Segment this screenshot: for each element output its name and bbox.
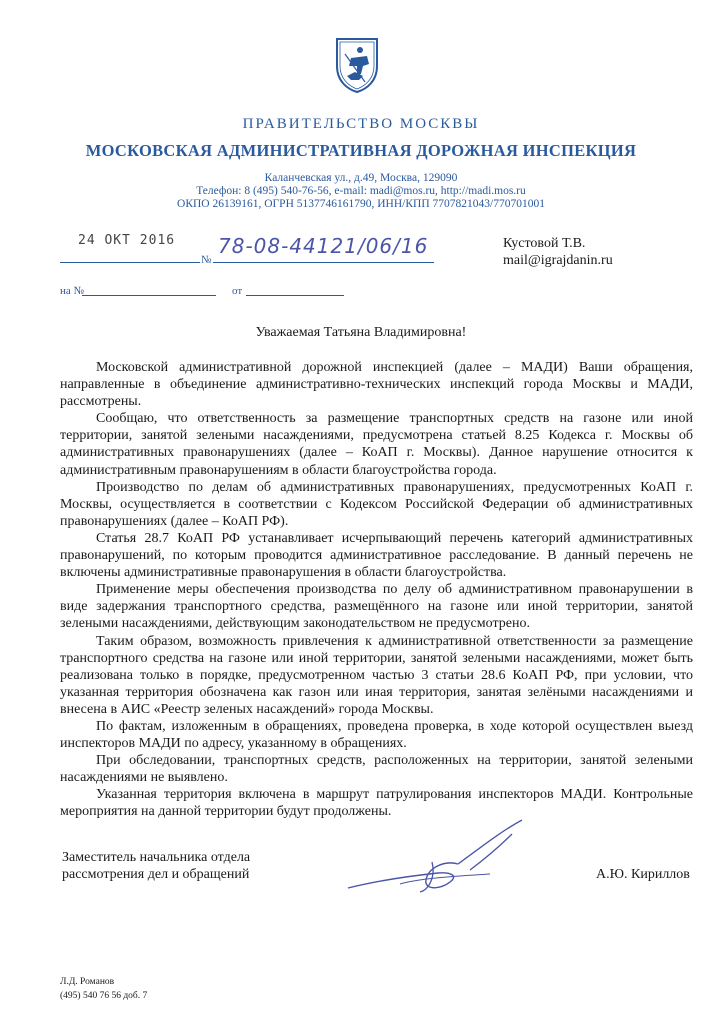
number-underline <box>213 262 434 263</box>
paragraph: При обследовании, транспортных средств, расположенных на территории, занятой зелеными насаждениями не выявлено. <box>60 753 693 786</box>
addressee-name: Кустовой Т.В. <box>503 236 586 251</box>
reply-to-date-label: от <box>232 285 243 297</box>
paragraph: Применение меры обеспечения производства по делу об административном правонарушении в виде задержания транспортного средства, размещённого на газоне или иной территории, занятой зелеными насаждениями, действующим законодательством не предусмотрено. <box>60 582 693 632</box>
paragraph: Производство по делам об административных правонарушениях, предусмотренных КоАП г. Москвы, осуществляется в соответствии с Кодексом Российской Федерации об административных правонарушениях (далее – КоАП РФ). <box>60 479 693 529</box>
addressee-email: mail@igrajdanin.ru <box>503 253 613 268</box>
inspection-title: МОСКОВСКАЯ АДМИНИСТРАТИВНАЯ ДОРОЖНАЯ ИНСПЕКЦИЯ <box>85 141 637 160</box>
executor-name: Л.Д. Романов <box>60 977 115 987</box>
paragraph: Сообщаю, что ответственность за размещение транспортных средств на газоне или иной территории, занятой зелеными насаждениями, предусмотрена статьей 8.25 Кодекса г. Москвы об административных правонарушениях (далее – КоАП г. Москвы). Данное нарушение относится к административным правонарушениям в области благоустройства города. <box>60 411 693 478</box>
paragraph: По фактам, изложенным в обращениях, проведена проверка, в ходе которой осуществлен выезд инспекторов МАДИ по адресу, указанному в обращениях. <box>60 718 693 752</box>
paragraph: Московской административной дорожной инспекцией (далее – МАДИ) Ваши обращения, направленные в объединение административно-технических инспекций города Москвы и МАДИ, рассмотрены. <box>60 360 693 410</box>
paragraph: Указанная территория включена в маршрут патрулирования инспекторов МАДИ. Контрольные мероприятия на данной территории будут продолжены. <box>60 787 693 820</box>
signer-position-line1: Заместитель начальника отдела <box>62 850 251 865</box>
executor-phone: (495) 540 76 56 доб. 7 <box>60 991 148 1001</box>
reply-to-date-underline <box>246 295 344 296</box>
letter-body <box>60 359 693 821</box>
salutation: Уважаемая Татьяна Владимировна! <box>255 325 467 340</box>
reply-to-number-underline <box>82 295 216 296</box>
signer-name: А.Ю. Кириллов <box>596 867 690 882</box>
moscow-coat-of-arms-icon <box>333 36 381 94</box>
signer-position-line2: рассмотрения дел и обращений <box>62 867 250 882</box>
handwritten-signature <box>340 818 530 898</box>
government-title: ПРАВИТЕЛЬСТВО МОСКВЫ <box>242 116 480 132</box>
paragraph: Статья 28.7 КоАП РФ устанавливает исчерпывающий перечень категорий административных правонарушений, по которым проводится административное расследование. В данный перечень не включены административные правонарушения в области благоустройства. <box>60 530 693 581</box>
paragraph: Таким образом, возможность привлечения к административной ответственности за размещение транспортного средства на газоне или иной территории, занятой зелеными насаждениями, может быть реализована только в порядке, предусмотренном частью 3 статьи 28.6 КоАП РФ, при условии, что указанная территория обозначена как газон или иная территория, занятая зелёными насаждениями и внесена в АИС «Реестр зеленых насаждений» города Москвы. <box>60 633 693 717</box>
date-underline <box>60 262 200 263</box>
reply-to-number-label: на № <box>60 285 85 297</box>
registration-number: 78-08-44121/06/16 <box>218 234 429 258</box>
number-label: № <box>201 254 212 266</box>
letter-date-stamp: 24 ОКТ 2016 <box>78 233 176 248</box>
org-codes: ОКПО 26139161, ОГРН 5137746161790, ИНН/КПП 7707821043/770701001 <box>177 198 545 210</box>
org-address: Каланчевская ул., д.49, Москва, 129090 <box>264 172 458 184</box>
org-contacts: Телефон: 8 (495) 540-76-56, e-mail: madi@mos.ru, http://madi.mos.ru <box>196 185 526 197</box>
